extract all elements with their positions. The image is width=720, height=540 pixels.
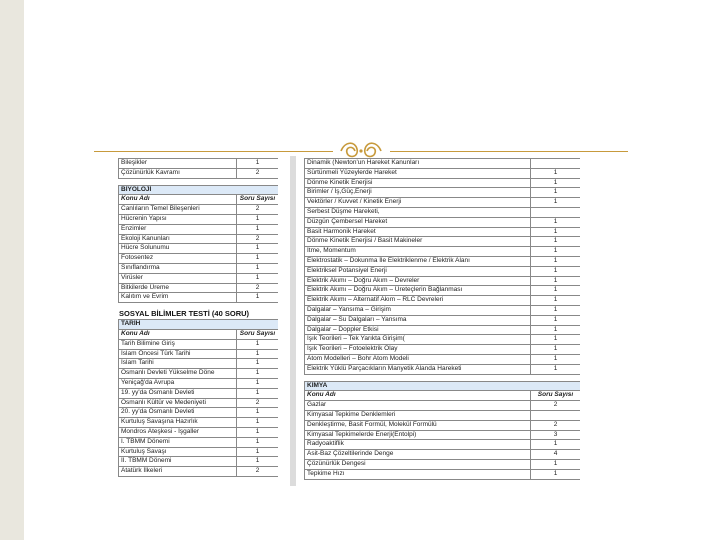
table-row [305, 168, 581, 178]
question-count-cell: 1 [531, 345, 581, 355]
question-count-cell: 2 [237, 467, 279, 477]
question-count-cell: 4 [531, 450, 581, 460]
topic-cell: Hücrenin Yapısı [119, 214, 237, 224]
topic-cell: Gazlar [305, 401, 531, 411]
table-row [119, 244, 279, 254]
table-row [119, 378, 279, 388]
fizik-table [304, 158, 580, 375]
topic-cell: Atom Modelleri – Bohr Atom Modeli [305, 354, 531, 364]
left-document-scan [118, 158, 278, 483]
question-count-cell: 2 [237, 205, 279, 215]
topic-cell: Serbest Düşme Hareketi, [305, 207, 531, 217]
table-row [305, 188, 581, 198]
tarih-table [118, 319, 278, 477]
topic-cell: Atatürk İlkeleri [119, 467, 237, 477]
question-count-cell: 1 [237, 273, 279, 283]
kimya-table [304, 381, 580, 480]
table-row [305, 305, 581, 315]
question-count-cell: 1 [531, 188, 581, 198]
question-count-cell: 3 [531, 430, 581, 440]
question-count-cell: 1 [237, 244, 279, 254]
question-count-cell: 1 [531, 237, 581, 247]
question-count-cell: 1 [237, 408, 279, 418]
topic-cell: Dalgalar – Su Dalgaları – Yansıma [305, 315, 531, 325]
topic-cell: Dönme Kinetik Enerjisi [305, 178, 531, 188]
topic-cell: Ekoloji Kanunları [119, 234, 237, 244]
topic-cell: Dalgalar – Doppler Etkisi [305, 325, 531, 335]
table-row [119, 339, 279, 349]
topic-cell: Canlıların Temel Bileşenleri [119, 205, 237, 215]
topic-cell: Elektrostatik – Dokunma İle Elektriklenme / Elektrik Alanı [305, 256, 531, 266]
table-row [119, 205, 279, 215]
right-document-scan [304, 158, 580, 483]
question-count-cell [531, 410, 581, 420]
topic-cell: Elektrik Akımı – Alternatif Akım – RLC Devreleri [305, 296, 531, 306]
table-row [119, 408, 279, 418]
table-row [305, 410, 581, 420]
sosyal-heading: SOSYAL BİLİMLER TESTİ (40 SORU) [119, 309, 250, 319]
question-count-cell: 1 [531, 305, 581, 315]
question-count-cell: 1 [237, 418, 279, 428]
topic-cell: Bitkilerde Üreme [119, 283, 237, 293]
table-row [305, 217, 581, 227]
table-row [305, 276, 581, 286]
topic-cell: Çözünürlük Dengesi [305, 459, 531, 469]
question-count-cell: 1 [531, 315, 581, 325]
topic-cell: Elektrik Yüklü Parçacıkların Manyetik Alanda Hareketi [305, 364, 531, 374]
table-row [305, 266, 581, 276]
question-count-cell: 1 [531, 354, 581, 364]
topic-cell: Asit-Baz Çözeltilerinde Denge [305, 450, 531, 460]
table-row [305, 450, 581, 460]
col-soru-header: Soru Sayısı [531, 391, 581, 401]
question-count-cell: 1 [531, 459, 581, 469]
table-row [305, 345, 581, 355]
col-soru-header: Soru Sayısı [237, 329, 279, 339]
table-row [119, 293, 279, 303]
table-row [119, 168, 279, 178]
topic-cell: Basit Harmonik Hareket [305, 227, 531, 237]
title-rule-left [94, 151, 333, 152]
topic-cell: Birimler / İş,Güç,Enerji [305, 188, 531, 198]
question-count-cell: 1 [531, 168, 581, 178]
topic-cell: Elektrik Akımı – Doğru Akım – Üreteçlerin Bağlanması [305, 286, 531, 296]
biyoloji-title: BİYOLOJİ [119, 185, 279, 195]
question-count-cell: 1 [531, 217, 581, 227]
table-row [119, 359, 279, 369]
question-count-cell [531, 159, 581, 169]
topic-cell: Tarih Bilimine Giriş [119, 339, 237, 349]
table-row [119, 214, 279, 224]
topic-cell: Mondros Ateşkesi - İşgaller [119, 427, 237, 437]
table-row [305, 227, 581, 237]
question-count-cell: 1 [531, 266, 581, 276]
topic-cell: Enzimler [119, 224, 237, 234]
table-row [119, 273, 279, 283]
question-count-cell: 2 [531, 420, 581, 430]
topic-cell: Denkleştirme, Basit Formül, Molekül Formülü [305, 420, 531, 430]
question-count-cell: 1 [237, 159, 279, 169]
table-row [305, 178, 581, 188]
topic-cell: Kimyasal Tepkimelerde Enerji(Entolpi) [305, 430, 531, 440]
topic-cell: Bileşikler [119, 159, 237, 169]
tarih-title: TARİH [119, 320, 279, 330]
question-count-cell: 1 [531, 178, 581, 188]
table-row [305, 354, 581, 364]
table-row [119, 427, 279, 437]
question-count-cell: 1 [531, 198, 581, 208]
title-rule-right [390, 151, 628, 152]
topic-cell: Osmanlı Devleti Yükselme Döne [119, 369, 237, 379]
question-count-cell: 1 [237, 447, 279, 457]
question-count-cell: 1 [237, 359, 279, 369]
table-row [119, 418, 279, 428]
question-count-cell: 1 [237, 263, 279, 273]
question-count-cell: 1 [237, 378, 279, 388]
topic-cell: Düzgün Çembersel Hareket [305, 217, 531, 227]
table-row [305, 469, 581, 479]
table-row [305, 247, 581, 257]
table-row [305, 325, 581, 335]
kimya-title: KİMYA [305, 381, 581, 391]
table-row [305, 401, 581, 411]
table-row [119, 349, 279, 359]
col-soru-header: Soru Sayısı [237, 195, 279, 205]
table-row [119, 263, 279, 273]
question-count-cell: 1 [531, 286, 581, 296]
table-row [305, 440, 581, 450]
table-row [119, 159, 279, 169]
question-count-cell: 1 [531, 335, 581, 345]
question-count-cell: 1 [531, 276, 581, 286]
scan-divider [290, 156, 296, 486]
question-count-cell: 1 [531, 364, 581, 374]
topic-cell: Dönme Kinetik Enerjisi / Basit Makineler [305, 237, 531, 247]
question-count-cell: 1 [531, 296, 581, 306]
question-count-cell: 1 [237, 214, 279, 224]
table-row [305, 237, 581, 247]
table-row [305, 315, 581, 325]
side-stripe [0, 0, 24, 540]
question-count-cell: 1 [237, 388, 279, 398]
table-row [119, 437, 279, 447]
question-count-cell: 1 [531, 256, 581, 266]
question-count-cell: 1 [237, 339, 279, 349]
topic-cell: Tepkime Hızı [305, 469, 531, 479]
topic-cell: Elektriksel Potansiyel Enerji [305, 266, 531, 276]
table-row [305, 364, 581, 374]
table-row [305, 430, 581, 440]
table-row [119, 447, 279, 457]
topic-cell: Elektrik Akımı – Doğru Akım – Devreler [305, 276, 531, 286]
topic-cell: II. TBMM Dönemi [119, 457, 237, 467]
topic-cell: Sürtünmeli Yüzeylerde Hareket [305, 168, 531, 178]
topic-cell: Çözünürlük Kavramı [119, 168, 237, 178]
topic-cell: Yeniçağ'da Avrupa [119, 378, 237, 388]
table-row [305, 420, 581, 430]
question-count-cell: 1 [531, 325, 581, 335]
left-top-table [118, 158, 278, 179]
topic-cell: İtme, Momentum [305, 247, 531, 257]
question-count-cell: 1 [531, 440, 581, 450]
topic-cell: Dalgalar – Yansıma – Girişim [305, 305, 531, 315]
table-row [119, 398, 279, 408]
table-row [119, 224, 279, 234]
topic-cell: Radyoaktiflik [305, 440, 531, 450]
topic-cell: Vektörler / Kuvvet / Kinetik Enerji [305, 198, 531, 208]
topic-cell: Kurtuluş Savaşı [119, 447, 237, 457]
table-row [119, 254, 279, 264]
topic-cell: Işık Teorileri – Tek Yarıkta Girişim( [305, 335, 531, 345]
question-count-cell: 1 [237, 293, 279, 303]
question-count-cell: 1 [237, 254, 279, 264]
question-count-cell: 2 [237, 168, 279, 178]
col-konu-header: Konu Adı [305, 391, 531, 401]
topic-cell: Kimyasal Tepkime Denklemleri [305, 410, 531, 420]
table-row [305, 198, 581, 208]
question-count-cell: 1 [237, 427, 279, 437]
topic-cell: Kalıtım ve Evrim [119, 293, 237, 303]
topic-cell: 19. yy'da Osmanlı Devleti [119, 388, 237, 398]
question-count-cell [531, 207, 581, 217]
question-count-cell: 1 [531, 247, 581, 257]
question-count-cell: 1 [531, 469, 581, 479]
table-row [305, 256, 581, 266]
topic-cell: İslam Öncesi Türk Tarihi [119, 349, 237, 359]
table-row [119, 369, 279, 379]
topic-cell: 20. yy'da Osmanlı Devleti [119, 408, 237, 418]
question-count-cell: 2 [237, 283, 279, 293]
col-konu-header: Konu Adı [119, 195, 237, 205]
topic-cell: Virüsler [119, 273, 237, 283]
topic-cell: İslam Tarihi [119, 359, 237, 369]
question-count-cell: 1 [237, 224, 279, 234]
topic-cell: Hücre Solunumu [119, 244, 237, 254]
table-row [119, 283, 279, 293]
table-row [119, 234, 279, 244]
topic-cell: I. TBMM Dönemi [119, 437, 237, 447]
question-count-cell: 1 [237, 369, 279, 379]
topic-cell: Kurtuluş Savaşına Hazırlık [119, 418, 237, 428]
table-row [305, 335, 581, 345]
table-row [305, 296, 581, 306]
question-count-cell: 2 [237, 398, 279, 408]
question-count-cell: 2 [531, 401, 581, 411]
table-row [305, 159, 581, 169]
question-count-cell: 1 [237, 349, 279, 359]
table-row [119, 388, 279, 398]
topic-cell: Dinamik (Newton'un Hareket Kanunları [305, 159, 531, 169]
question-count-cell: 1 [237, 437, 279, 447]
biyoloji-table [118, 185, 278, 304]
topic-cell: Osmanlı Kültür ve Medeniyeti [119, 398, 237, 408]
table-row [305, 207, 581, 217]
topic-cell: Fotosentez [119, 254, 237, 264]
question-count-cell: 1 [237, 457, 279, 467]
table-row [305, 459, 581, 469]
table-row [119, 457, 279, 467]
question-count-cell: 2 [237, 234, 279, 244]
topic-cell: Sınıflandırma [119, 263, 237, 273]
question-count-cell: 1 [531, 227, 581, 237]
table-row [119, 467, 279, 477]
table-row [305, 286, 581, 296]
topic-cell: Işık Teorileri – Fotoelektrik Olay [305, 345, 531, 355]
col-konu-header: Konu Adı [119, 329, 237, 339]
